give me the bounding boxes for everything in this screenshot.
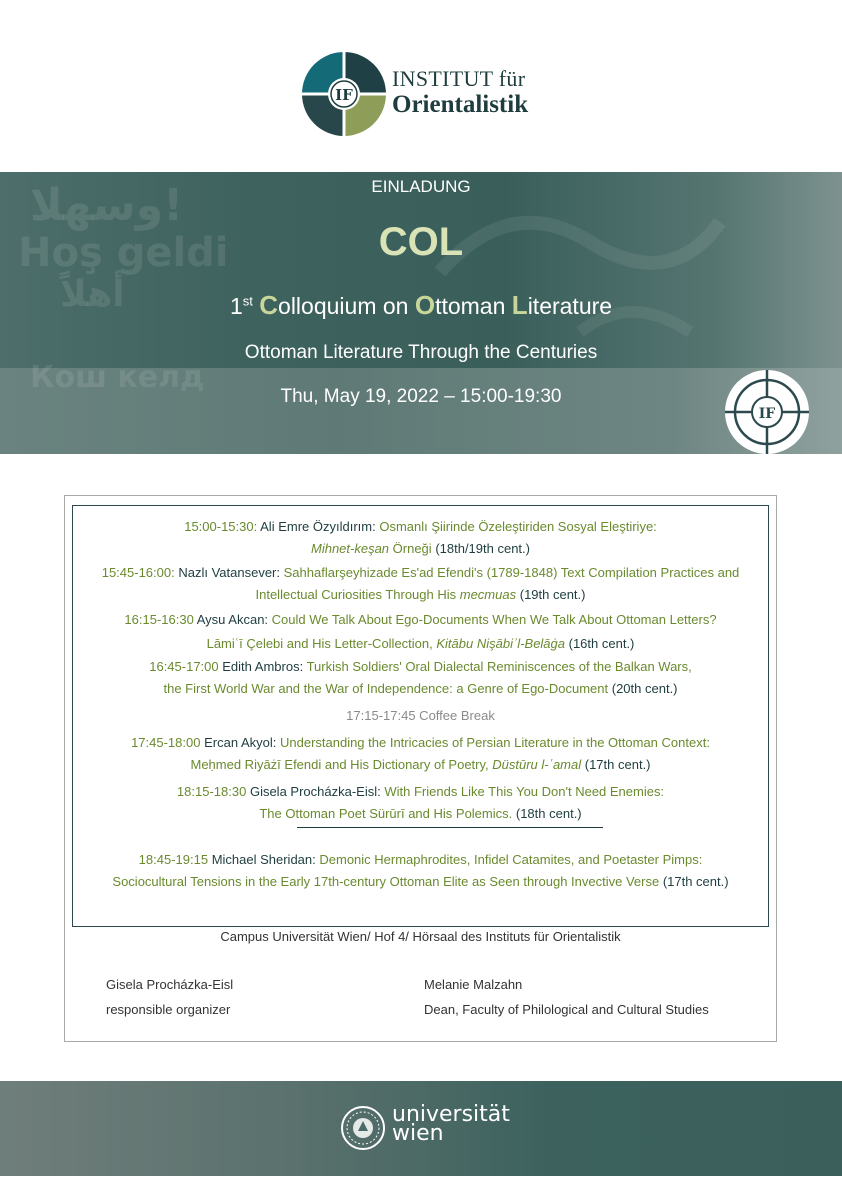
title-part: ttoman: [435, 293, 512, 319]
signature-role: responsible organizer: [106, 1002, 231, 1017]
entry-time: 16:45-17:00: [149, 659, 219, 674]
program-entry: [72, 608, 769, 656]
entry-century: (18th cent.): [515, 806, 582, 821]
entry-speaker: Nazlı Vatansever:: [178, 565, 280, 580]
entry-title: With Friends Like This You Don't Need Enemies:: [384, 784, 665, 799]
signature-name: Melanie Malzahn: [424, 977, 523, 992]
entry-title: Intellectual Curiosities Through His: [255, 587, 460, 602]
logo-line-1: INSTITUT für: [392, 66, 526, 91]
title-initial-l: L: [511, 290, 528, 320]
entry-divider: [297, 827, 603, 828]
banner-bg-text: Кош келд: [30, 360, 205, 395]
entry-title: The Ottoman Poet Sürūrī and His Polemics.: [259, 806, 513, 821]
entry-time: 15:45-16:00:: [101, 565, 175, 580]
entry-title: Could We Talk About Ego-Documents When We Talk About Ottoman Letters?: [271, 612, 717, 627]
program-entry: [72, 781, 769, 825]
entry-time: 16:15-16:30: [124, 612, 194, 627]
title-initial-c: C: [259, 290, 279, 320]
institute-logo: [302, 52, 542, 138]
signature-dean: [424, 972, 709, 1022]
entry-title-italic: mecmuas: [459, 587, 517, 602]
entry-century: (17th cent.): [662, 874, 729, 889]
event-acronym: COL: [378, 220, 464, 264]
footer-banner: [0, 1081, 842, 1176]
entry-speaker: Ercan Akyol:: [204, 735, 277, 750]
university-wordmark: [392, 1102, 510, 1146]
entry-century: (17th cent.): [584, 757, 651, 772]
logo-line-2: Orientalistik: [392, 91, 529, 118]
university-logo: [340, 1103, 510, 1153]
event-date: Thu, May 19, 2022 – 15:00-19:30: [280, 386, 562, 407]
entry-century: (19th cent.): [519, 587, 586, 602]
signature-role: Dean, Faculty of Philological and Cultural Studies: [424, 1002, 709, 1017]
entry-time: 15:00-15:30:: [184, 519, 258, 534]
entry-title: Örneği: [389, 541, 432, 556]
coffee-break: [72, 705, 769, 727]
university-seal-icon: [340, 1105, 386, 1151]
entry-title: Osmanlı Şiirinde Özeleştiriden Sosyal Eleştiriye:: [379, 519, 657, 534]
banner-bg-text: Hoş geldi: [18, 230, 229, 276]
title-ordinal: st: [242, 293, 253, 309]
program-entry: [72, 516, 769, 560]
institute-seal-icon: [722, 369, 812, 454]
university-line-2: wien: [392, 1121, 444, 1146]
event-subtitle: Ottoman Literature Through the Centuries: [244, 342, 598, 363]
entry-title: Meḥmed Riyāżī Efendi and His Dictionary of Poetry,: [190, 757, 493, 772]
entry-title-italic: Düstūru l-ʿamal: [492, 757, 582, 772]
title-part: iterature: [527, 293, 613, 319]
entry-century: (18th/19th cent.): [435, 541, 530, 556]
logo-text: [392, 68, 528, 117]
entry-speaker: Ali Emre Özyıldırım:: [260, 519, 376, 534]
signature-name: Gisela Procházka-Eisl: [106, 977, 234, 992]
title-part: olloquium on: [278, 293, 415, 319]
university-line-1: universität: [392, 1102, 510, 1127]
banner-bg-text: أهلاً: [60, 274, 125, 315]
banner-bg-text: وسهلا!: [30, 180, 184, 231]
entry-title: Sahhaflarşeyhizade Es'ad Efendi's (1789-1848) Text Compilation Practices and: [283, 565, 740, 580]
seal-mark: IF: [758, 406, 776, 422]
entry-time: 17:45-18:00: [131, 735, 201, 750]
entry-title: Sociocultural Tensions in the Early 17th-century Ottoman Elite as Seen through Invective Verse: [112, 874, 660, 889]
entry-title-italic: Kitābu Nişābiʾl-Belāġa: [436, 636, 565, 651]
entry-title: Demonic Hermaphrodites, Infidel Catamites, and Poetaster Pimps:: [319, 852, 703, 867]
header-banner: [0, 172, 842, 454]
event-title: [0, 290, 842, 321]
coffee-break-label: 17:15-17:45 Coffee Break: [346, 708, 495, 723]
entry-century: (16th cent.): [568, 636, 635, 651]
entry-time: 18:45-19:15: [138, 852, 209, 867]
entry-title: Turkish Soldiers' Oral Dialectal Reminiscences of the Balkan Wars,: [306, 659, 692, 674]
program-entry: [72, 732, 769, 776]
program-entry: [72, 656, 769, 700]
program-entry: [72, 562, 769, 606]
entry-title: Lāmiʿī Çelebi and His Letter-Collection,: [206, 636, 437, 651]
entry-speaker: Edith Ambros:: [222, 659, 304, 674]
title-initial-o: O: [414, 290, 436, 320]
entry-title: the First World War and the War of Independence: a Genre of Ego-Document: [163, 681, 609, 696]
signature-organizer: [106, 972, 233, 1022]
entry-time: 18:15-18:30: [176, 784, 247, 799]
entry-title: Understanding the Intricacies of Persian Literature in the Ottoman Context:: [279, 735, 710, 750]
institute-logo-icon: [302, 52, 386, 136]
program-entry: [72, 849, 769, 893]
entry-title-italic: Mihnet-keşan: [311, 541, 390, 556]
title-number: 1: [229, 293, 243, 319]
logo-mark: IF: [335, 86, 353, 104]
entry-speaker: Gisela Procházka-Eisl:: [249, 784, 381, 799]
banner-decoration: [430, 182, 730, 362]
invitation-label: EINLADUNG: [371, 177, 471, 196]
entry-century: (20th cent.): [611, 681, 678, 696]
entry-speaker: Michael Sheridan:: [211, 852, 316, 867]
entry-speaker: Aysu Akcan:: [196, 612, 269, 627]
venue-text: Campus Universität Wien/ Hof 4/ Hörsaal des Instituts für Orientalistik: [220, 929, 621, 944]
